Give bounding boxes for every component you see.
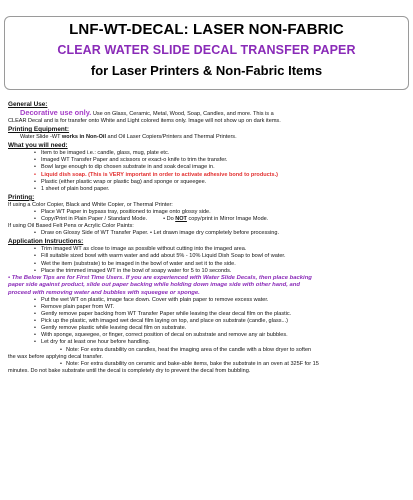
- list-item: • Trim imaged WT as close to image as possible without cutting into the imaged area.: [8, 246, 406, 253]
- note-bake-2: minutes. Do not bake substrate until the decal is completely dry to prevent the decal from bubbling.: [8, 367, 251, 374]
- note-bake-1: • Note: For extra durability on ceramic and bake-able items, bake the substrate in an oven at 325F for 15: [8, 361, 406, 368]
- printing-intro-pens: If using Oil Based Felt Pens or Acrylic Color Paints:: [8, 223, 134, 230]
- tips-line-1: • The Below Tips are for First Time Users. If you are experienced with Water Slide Decals, then place backing: [8, 274, 312, 281]
- list-item: • Fill suitable sized bowl with warm water and add about 5% - 10% Liquid Dish Soap to bowl of water.: [8, 253, 406, 260]
- page-title: LNF-WT-DECAL: LASER NON-FABRIC: [69, 21, 344, 38]
- what-you-need-heading: What you will need:: [8, 142, 68, 150]
- list-item: • Bowl large enough to dip chosen substrate in and soak decal image in.: [8, 164, 406, 171]
- general-use-heading: General Use:: [8, 101, 48, 108]
- printing-equipment-heading: Printing Equipment:: [8, 126, 70, 134]
- instructions-body: [8, 100, 406, 375]
- tips-line-2: paper side against product, slide out paper backing while holding down image side with other hand, and: [8, 282, 300, 289]
- list-item: • Remove plain paper from WT.: [8, 304, 406, 311]
- mirror-post: copy/print in Mirror Image Mode.: [186, 216, 269, 223]
- note-candles-1: • Note: For extra durability on candles, heat the imaging area of the candle with a blow dryer to soften: [8, 347, 406, 354]
- printing-equipment-pre: Water Slide -WT: [20, 134, 62, 141]
- printing-equipment-line: [8, 134, 406, 141]
- header-box: [4, 16, 409, 90]
- list-item: • Draw on Glossy Side of WT Transfer Paper. • Let drawn image dry completely before processing.: [8, 230, 406, 237]
- page-for-line: for Laser Printers & Non-Fabric Items: [90, 63, 323, 78]
- list-item: • Pick up the plastic, with imaged wet decal film laying on top, and place on substrate (candle, glass...): [8, 318, 406, 325]
- list-item: • Copy/Print in Plain Paper / Standard Mode. • Do NOT copy/print in Mirror Image Mode.: [8, 216, 406, 223]
- list-item: • Place WT Paper in bypass tray, positioned to image onto glossy side.: [8, 209, 406, 216]
- printing-equipment-bold: works in Non-Oil: [61, 134, 106, 141]
- tips-line-3: proceed with removing water and bubbles with squeegee or sponge.: [8, 289, 200, 296]
- list-item: • Gently remove plastic while leaving decal film on substrate.: [8, 325, 406, 332]
- general-use-text-1: Use on Glass, Ceramic, Metal, Wood, Soap, Candles, and more. This is a: [91, 111, 274, 117]
- mirror-not: NOT: [175, 216, 187, 223]
- list-item: • Item to be imaged i.e.: candle, glass, mug, plate etc.: [8, 150, 406, 157]
- general-use-line-1: [8, 109, 406, 118]
- decorative-note: Decorative use only.: [20, 108, 92, 117]
- list-item: • Wet the item (substrate) to be imaged in the bowl of water and set it to the side.: [8, 261, 406, 268]
- list-item: • Gently remove paper backing from WT Transfer Paper while leaving the clear decal film on the plastic.: [8, 311, 406, 318]
- list-item: • Imaged WT Transfer Paper and scissors or exact-o knife to trim the transfer.: [8, 157, 406, 164]
- printing-equipment-post: and Oil Laser Copiers/Printers and Thermal Printers.: [106, 134, 237, 141]
- general-use-line-2: CLEAR Decal and is for transfer onto White and Light colored items only. Image will not show up on dark items.: [8, 118, 281, 125]
- note-candles-2: the wax before applying decal transfer.: [8, 353, 103, 360]
- list-item: • 1 sheet of plain bond paper.: [8, 186, 406, 193]
- application-heading: Application Instructions:: [8, 238, 84, 246]
- printing-intro-copier: If using a Color Copier, Black and White Copier, or Thermal Printer:: [8, 201, 173, 208]
- copy-mode-text: Copy/Print in Plain Paper / Standard Mode.: [41, 216, 148, 223]
- list-item: • With sponge, squeegee, or finger, correct position of decal on substrate and remove any air bubbles.: [8, 332, 406, 339]
- printing-heading: Printing:: [8, 193, 35, 201]
- page-subtitle: CLEAR WATER SLIDE DECAL TRANSFER PAPER: [57, 43, 356, 57]
- list-item: • Put the wet WT on plastic, image face down. Cover with plain paper to remove excess water.: [8, 297, 406, 304]
- list-item-dish-soap: • Liquid dish soap. (This is VERY important in order to activate adhesive bond to products.): [8, 172, 406, 179]
- mirror-pre: Do: [166, 216, 176, 223]
- list-item: • Let dry for at least one hour before handling.: [8, 339, 406, 346]
- list-item: • Place the trimmed imaged WT in the bowl of soapy water for 5 to 10 seconds.: [8, 268, 406, 275]
- list-item: • Plastic (either plastic wrap or plastic bag) and sponge or squeegee.: [8, 179, 406, 186]
